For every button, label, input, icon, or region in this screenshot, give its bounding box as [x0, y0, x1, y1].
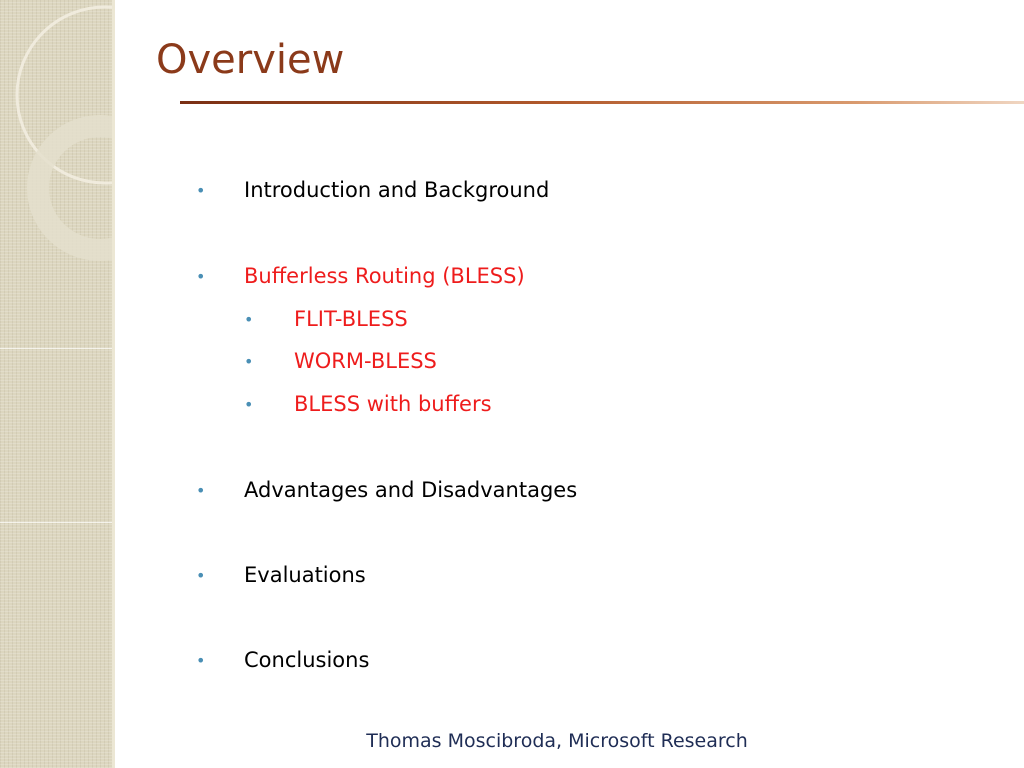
- sub-item-label: BLESS with buffers: [294, 392, 492, 416]
- bullet-icon: •: [196, 651, 206, 670]
- sub-item-label: WORM-BLESS: [294, 349, 437, 373]
- bullet-icon: •: [196, 181, 206, 200]
- bullet-icon: •: [196, 566, 206, 585]
- list-item-label: Conclusions: [244, 648, 370, 672]
- bullet-icon: •: [196, 481, 206, 500]
- bullet-icon: •: [244, 395, 254, 414]
- bullet-icon: •: [244, 310, 254, 329]
- list-item-label: Evaluations: [244, 563, 366, 587]
- list-item-label: Bufferless Routing (BLESS): [244, 264, 525, 288]
- bullet-icon: •: [196, 267, 206, 286]
- slide-footer: Thomas Moscibroda, Microsoft Research: [366, 730, 748, 752]
- list-item-label: Advantages and Disadvantages: [244, 478, 578, 502]
- bullet-icon: •: [244, 352, 254, 371]
- sub-item-label: FLIT-BLESS: [294, 307, 408, 331]
- slide-title: Overview: [156, 37, 345, 83]
- list-item-label: Introduction and Background: [244, 178, 550, 202]
